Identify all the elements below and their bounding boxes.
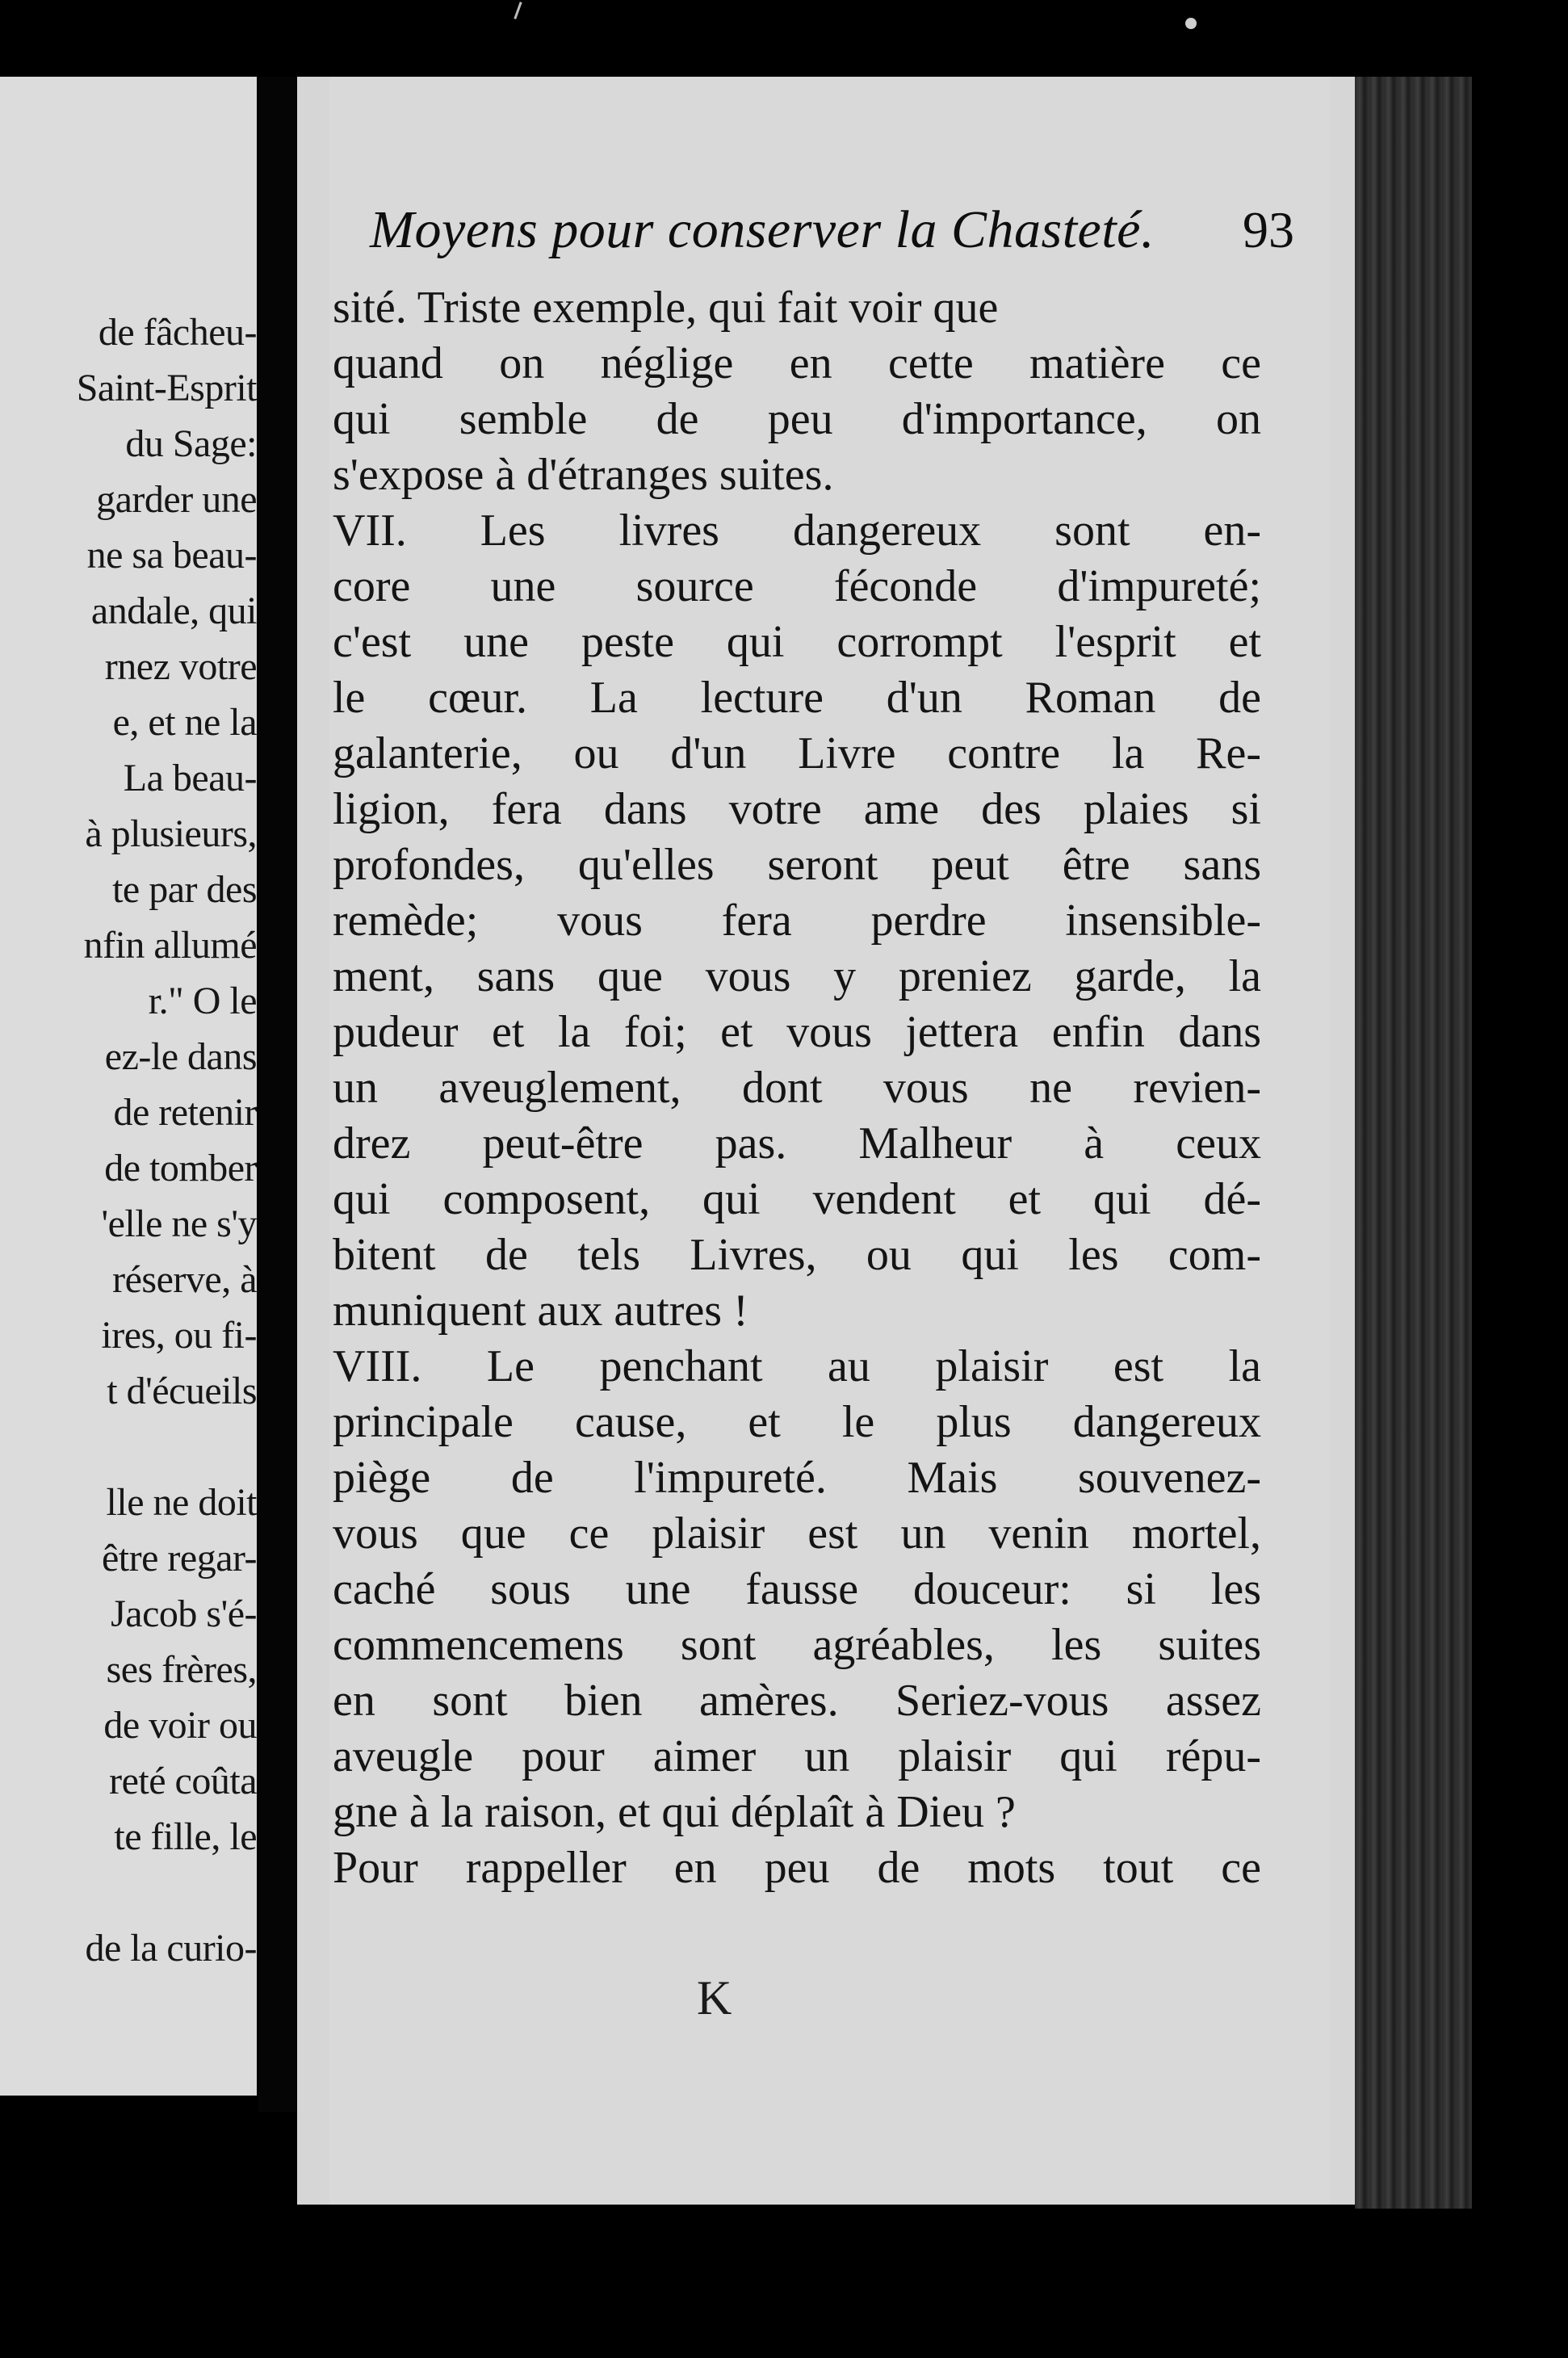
left-line: ne sa beau- xyxy=(86,534,257,577)
left-line: ez-le dans xyxy=(104,1035,257,1078)
left-line: de fâcheu- xyxy=(98,311,257,354)
scan-border xyxy=(1472,0,1568,2358)
left-line: à plusieurs, xyxy=(85,812,257,855)
text-line: aveugle pour aimer un plaisir qui répu- xyxy=(333,1731,1261,1781)
text-line: vous que ce plaisir est un venin mortel, xyxy=(333,1508,1261,1559)
text-line: c'est une peste qui corrompt l'esprit et xyxy=(333,617,1261,667)
scan-tick xyxy=(514,2,522,19)
left-line: nfin allumé xyxy=(83,924,257,967)
text-line: en sont bien amères. Seriez-vous assez xyxy=(333,1676,1261,1726)
text-line: qui composent, qui vendent et qui dé- xyxy=(333,1174,1261,1224)
left-line: de tomber xyxy=(104,1147,257,1189)
left-line: garder une xyxy=(96,478,257,521)
page-number: 93 xyxy=(1243,201,1294,258)
left-line: te par des xyxy=(112,868,257,911)
left-page-text xyxy=(0,304,257,1976)
text-line: gne à la raison, et qui déplaît à Dieu ? xyxy=(333,1787,1016,1837)
text-line: un aveuglement, dont vous ne revien- xyxy=(333,1063,1261,1113)
left-line: de la curio- xyxy=(85,1927,257,1970)
text-line: ligion, fera dans votre ame des plaies si xyxy=(333,784,1261,834)
left-line: andale, qui xyxy=(90,590,257,632)
left-line: de voir ou xyxy=(103,1704,257,1747)
text-line: VIII. Le penchant au plaisir est la xyxy=(333,1341,1261,1391)
text-line: s'expose à d'étranges suites. xyxy=(333,450,834,500)
text-line: bitent de tels Livres, ou qui les com- xyxy=(333,1230,1261,1280)
text-line: commencemens sont agréables, les suites xyxy=(333,1620,1261,1670)
left-line: réserve, à xyxy=(112,1258,257,1301)
text-line: qui semble de peu d'importance, on xyxy=(333,394,1261,444)
left-line: r." O le xyxy=(148,980,257,1022)
text-line: Pour rappeller en peu de mots tout ce xyxy=(333,1843,1261,1893)
text-line: remède; vous fera perdre insensible- xyxy=(333,896,1261,946)
left-line: être regar- xyxy=(101,1537,257,1580)
text-line: VII. Les livres dangereux sont en- xyxy=(333,506,1261,556)
body-text xyxy=(333,280,1261,1896)
text-line: galanterie, ou d'un Livre contre la Re- xyxy=(333,728,1261,778)
text-line: muniquent aux autres ! xyxy=(333,1286,748,1336)
text-line: quand on néglige en cette matière ce xyxy=(333,338,1261,388)
left-line: e, et ne la xyxy=(112,701,257,744)
running-head xyxy=(370,190,1339,271)
left-line: ires, ou fi- xyxy=(101,1314,257,1357)
left-line xyxy=(0,1419,257,1475)
text-line: pudeur et la foi; et vous jettera enfin dans xyxy=(333,1007,1261,1057)
text-line: ment, sans que vous y preniez garde, la xyxy=(333,951,1261,1001)
right-page xyxy=(297,77,1355,2205)
text-line: profondes, qu'elles seront peut être sans xyxy=(333,840,1261,890)
left-line: ses frères, xyxy=(106,1648,257,1691)
left-line: Jacob s'é- xyxy=(111,1592,257,1635)
signature-mark: K xyxy=(697,1971,732,2024)
book-gutter xyxy=(258,77,299,2112)
left-line: Saint-Esprit xyxy=(76,367,257,409)
text-line: principale cause, et le plus dangereux xyxy=(333,1397,1261,1447)
left-page xyxy=(0,77,257,2096)
text-line: piège de l'impureté. Mais souvenez- xyxy=(333,1453,1261,1503)
left-line: te fille, le xyxy=(114,1815,257,1858)
book-edge xyxy=(1355,77,1472,2209)
left-line: du Sage: xyxy=(125,422,257,465)
left-line: La beau- xyxy=(123,757,257,799)
left-line: de retenir xyxy=(113,1091,257,1134)
left-line: lle ne doit xyxy=(106,1481,257,1524)
left-line: 'elle ne s'y xyxy=(101,1202,257,1245)
text-line: sité. Triste exemple, qui fait voir que xyxy=(333,283,999,333)
text-line: core une source féconde d'impureté; xyxy=(333,561,1261,611)
left-line: reté coûta xyxy=(109,1760,257,1802)
text-line: le cœur. La lecture d'un Roman de xyxy=(333,673,1261,723)
left-line: t d'écueils xyxy=(107,1370,257,1412)
text-line: drez peut-être pas. Malheur à ceux xyxy=(333,1118,1261,1169)
scan-speck xyxy=(1185,18,1197,29)
left-line: rnez votre xyxy=(104,645,257,688)
running-title: Moyens pour conserver la Chasteté. xyxy=(370,200,1155,259)
left-line xyxy=(0,1865,257,1920)
text-line: caché sous une fausse douceur: si les xyxy=(333,1564,1261,1614)
